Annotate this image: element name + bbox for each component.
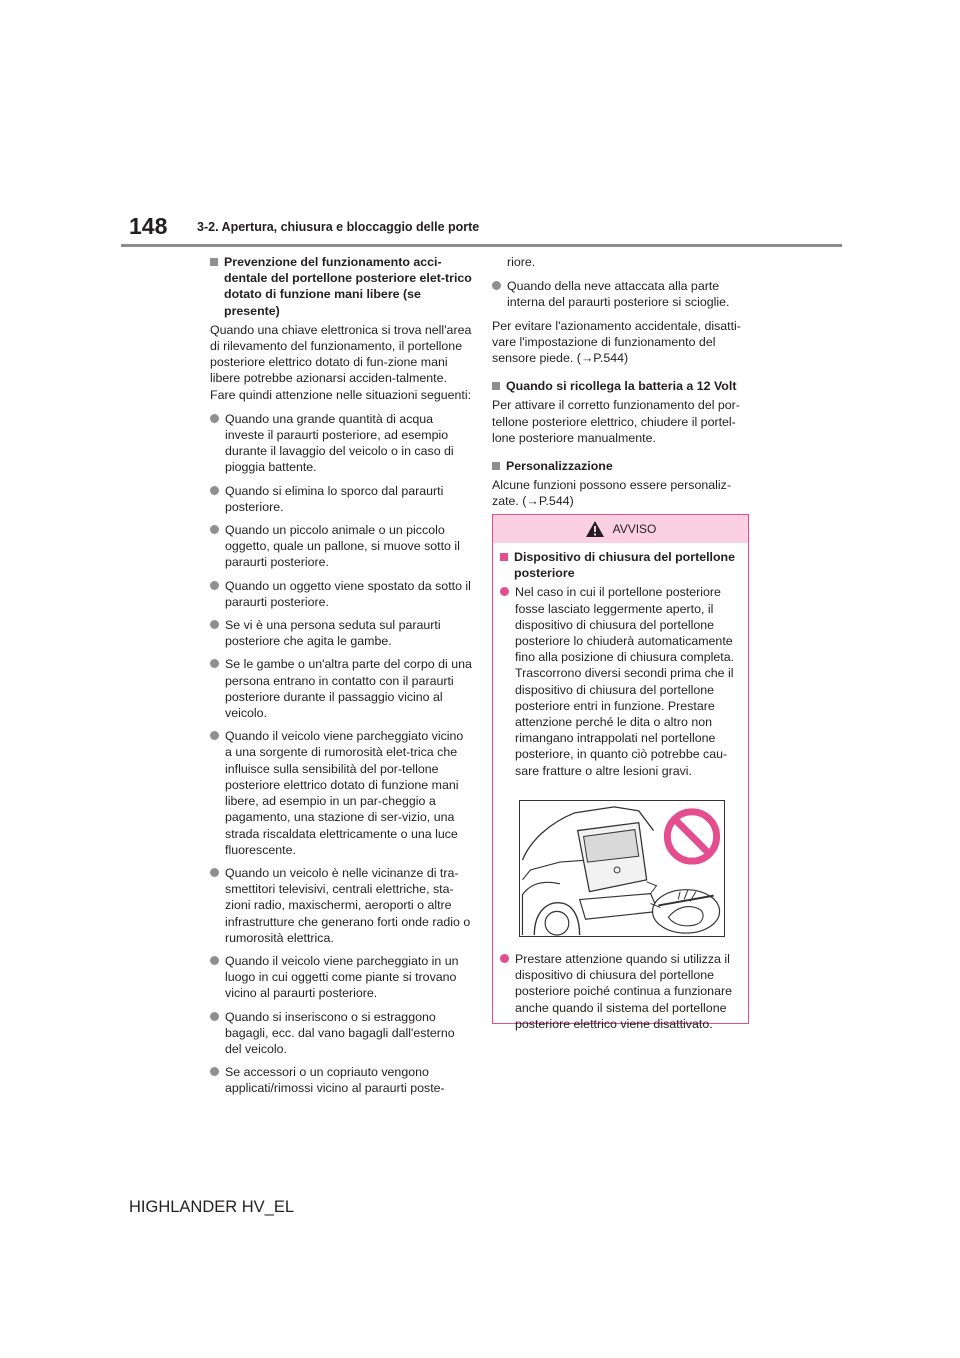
heading-text: Dispositivo di chiusura del portellone posteriore [514, 550, 735, 581]
circle-bullet-icon [500, 587, 509, 596]
circle-bullet-icon [210, 956, 219, 965]
list-item-text: Quando un veicolo è nelle vicinanze di tra-smettitori televisivi, centrali elettriche, sta-zioni radio, maxischermi, aeroporti o altre infrastrutture che generano forti onde radio o rumorosità elettrica. [225, 865, 471, 945]
list-item [210, 522, 472, 571]
list-item [210, 411, 472, 476]
square-bullet-icon [210, 258, 218, 266]
circle-bullet-icon [492, 281, 501, 290]
list-item [210, 1064, 472, 1096]
warning-header [493, 515, 748, 543]
circle-bullet-icon [210, 1067, 219, 1076]
circle-bullet-icon [210, 486, 219, 495]
list-item-text: Quando una grande quantità di acqua investe il paraurti posteriore, ad esempio durante il lavaggio del veicolo o in caso di pioggia battente. [225, 411, 454, 475]
list-item [492, 278, 754, 310]
page-number: 148 [129, 213, 168, 239]
list-item [500, 584, 742, 778]
list-item-text: Quando un piccolo animale o un piccolo oggetto, quale un pallone, si muove sotto il paraurti posteriore. [225, 523, 460, 570]
header-rule [121, 244, 842, 247]
list-item [210, 728, 472, 858]
list-item-text: Quando si elimina lo sporco dal paraurti posteriore. [225, 483, 444, 514]
section-heading [210, 254, 472, 319]
warning-title: AVVISO [612, 522, 657, 536]
list-item [210, 1009, 472, 1058]
list-item [210, 953, 472, 1002]
battery-heading [492, 378, 754, 394]
circle-bullet-icon [210, 868, 219, 877]
warning-heading [500, 549, 742, 581]
warning-body [493, 543, 748, 1032]
list-item [210, 483, 472, 515]
list-item-text: Quando il veicolo viene parcheggiato in un luogo in cui oggetti come piante si trovano vicino al paraurti posteriore. [225, 953, 459, 1001]
heading-text: Quando si ricollega la batteria a 12 Volt [506, 379, 737, 394]
circle-bullet-icon [500, 954, 509, 963]
left-column [210, 254, 472, 1104]
heading-text: Prevenzione del funzionamento acci-dentale del portellone posteriore elet-trico dotato di funzione mani libere (se presente) [224, 255, 472, 318]
deactivate-paragraph: Per evitare l'azionamento accidentale, disatti-vare l'impostazione di funzionamento del sensore piede. (→P.544) [492, 318, 741, 366]
list-item-text: Quando il veicolo viene parcheggiato vicino a una sorgente di rumorosità elet-trica che influisce sulla sensibilità del por-tellone posteriore elettrico dotato di funzione mani libere, ad esempio in un par-cheggio a pagamento, una stazione di ser-vizio, una strada riscaldata elettricamente o una luce fluorescente. [225, 729, 464, 857]
square-bullet-icon [492, 462, 500, 470]
customization-heading [492, 458, 754, 474]
circle-bullet-icon [210, 1012, 219, 1021]
square-bullet-icon [500, 553, 508, 561]
list-item [210, 578, 472, 610]
circle-bullet-icon [210, 581, 219, 590]
battery-paragraph: Per attivare il corretto funzionamento del por-tellone posteriore elettrico, chiudere il portel-lone posteriore manualmente. [492, 398, 740, 445]
list-item [210, 656, 472, 721]
square-bullet-icon [492, 382, 500, 390]
list-item-text: Se le gambe o un'altra parte del corpo di una persona entrano in contatto con il paraurti posteriore durante il passaggio vicino al veicolo. [225, 657, 472, 721]
right-column [492, 254, 754, 518]
list-item-text: Quando della neve attaccata alla parte interna del paraurti posteriore si scioglie. [507, 279, 730, 310]
list-item [210, 617, 472, 649]
list-item-text: Se accessori o un copriauto vengono applicati/rimossi vicino al paraurti poste- [225, 1065, 445, 1096]
intro-paragraph: Quando una chiave elettronica si trova nell'area di rilevamento del funzionamento, il portellone posteriore elettrico dotato di fun-zione mani libere potrebbe azionarsi acciden-talmente. Fare quindi attenzione nelle situazioni seguenti: [210, 322, 472, 402]
circle-bullet-icon [210, 659, 219, 668]
customization-paragraph: Alcune funzioni possono essere personaliz-zate. (→P.544) [492, 478, 732, 509]
circle-bullet-icon [210, 525, 219, 534]
warning-box [492, 514, 749, 1031]
heading-text: Personalizzazione [506, 459, 613, 474]
continued-text: riore. [507, 255, 536, 269]
circle-bullet-icon [210, 620, 219, 629]
list-item-text: Quando un oggetto viene spostato da sotto il paraurti posteriore. [225, 578, 471, 609]
list-item-text: Nel caso in cui il portellone posteriore fosse lasciato leggermente aperto, il dispositivo di chiusura del portellone posteriore lo chiuderà automaticamente fino alla posizione di chiusura completa. Trascorrono diversi secondi prima che il dispositivo di chiusura del portellone posteriore entri in funzione. Prestare attenzione perché le dita o altro non rimangano intrappolati nel portellone posteriore, in quanto ciò potrebbe cau-sare fratture o altre lesioni gravi. [515, 585, 735, 778]
list-item-text: Prestare attenzione quando si utilizza il dispositivo di chiusura del portellone posteriore poiché continua a funzionare anche quando il sistema del portellone posteriore elettrico viene disattivato. [515, 952, 732, 1031]
list-item [500, 951, 742, 1032]
section-title: 3-2. Apertura, chiusura e bloccaggio delle porte [197, 220, 480, 234]
tailgate-pinch-illustration [519, 800, 725, 937]
circle-bullet-icon [210, 731, 219, 740]
list-item-text: Quando si inseriscono o si estraggono bagagli, ecc. dal vano bagagli dall'esterno del veicolo. [225, 1009, 455, 1056]
list-item-text: Se vi è una persona seduta sul paraurti posteriore che agita le gambe. [225, 618, 441, 649]
footer-model: HIGHLANDER HV_EL [129, 1198, 295, 1216]
warning-triangle-icon [585, 520, 605, 538]
list-item [210, 865, 472, 946]
circle-bullet-icon [210, 414, 219, 423]
